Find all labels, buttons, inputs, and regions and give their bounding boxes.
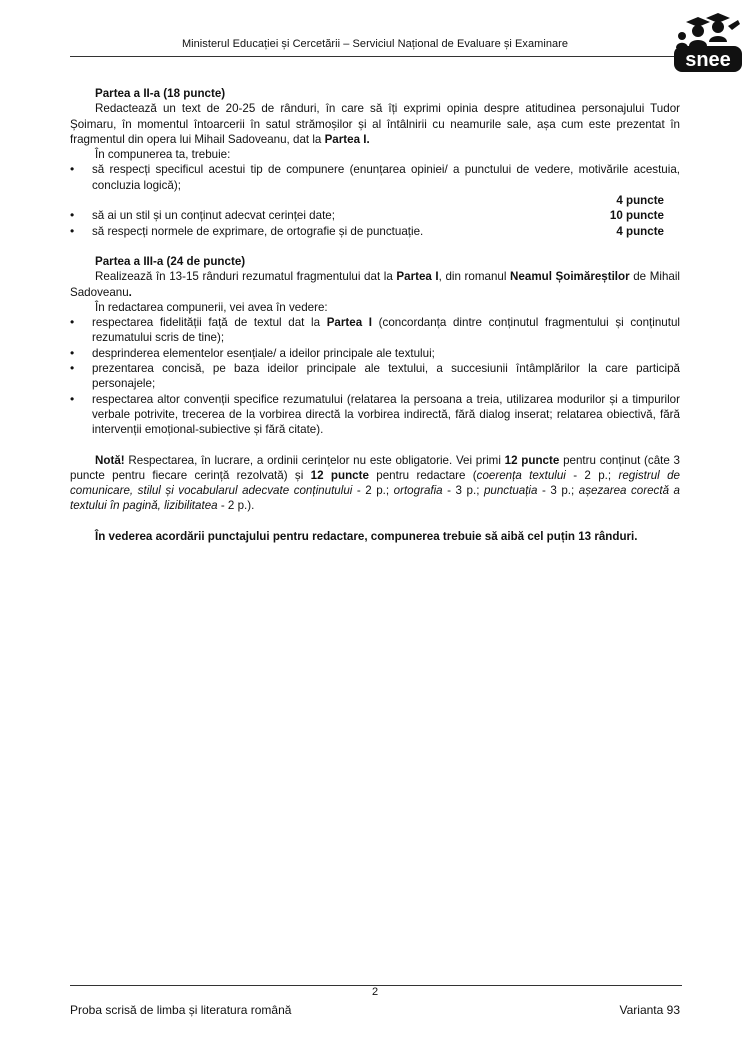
main-content	[70, 86, 680, 544]
list-item: • să ai un stil și un conținut adecvat cerinței date; 10 puncte	[70, 208, 680, 223]
list-item: • desprinderea elementelor esențiale/ a ideilor principale ale textului;	[70, 346, 680, 361]
list-item: • să respecți normele de exprimare, de ortografie și de punctuație. 4 puncte	[70, 224, 680, 239]
page-number: 2	[371, 986, 379, 998]
part2-title: Partea a II-a (18 puncte)	[95, 87, 226, 100]
page-header: Ministerul Educației și Cercetării – Serviciul Național de Evaluare și Examinare	[181, 38, 569, 50]
logo-text: snee	[685, 49, 731, 71]
part3-lead: În redactarea compunerii, vei avea în vedere:	[95, 300, 328, 314]
footer-variant: Varianta 93	[619, 1003, 680, 1017]
snee-logo	[672, 12, 744, 74]
list-item: • respectarea fidelității față de textul dat la Partea I (concordanța dintre conținutul fragmentului și conținutul rezumatului scris de tine);	[70, 315, 680, 346]
footer-exam-name: Proba scrisă de limba și literatura română	[70, 1003, 292, 1017]
points-value: 10 puncte	[609, 209, 664, 223]
part3-intro: Realizează în 13-15 rânduri rezumatul fragmentului dat la Partea I, din romanul Neamul Șoimăreștilor de Mihail Sadoveanu.	[70, 270, 680, 299]
points-value: 4 puncte	[616, 194, 664, 208]
list-item: • prezentarea concisă, pe baza ideilor principale ale textului, a succesiunii întâmplărilor la care participă personajele;	[70, 361, 680, 392]
part2-lead: În compunerea ta, trebuie:	[95, 148, 231, 162]
part3-title: Partea a III-a (24 de puncte)	[95, 254, 246, 268]
list-item: • respectarea altor convenții specifice rezumatului (relatarea la persoana a treia, utilizarea modurilor și a timpurilor verbale potrivite, trecerea de la vorbirea directă la vorbirea indirectă, fără dialog inserat; relatarea obiectivă, fără intervenții emoțional-subiective și fără citate).	[70, 392, 680, 438]
part2-intro: Redactează un text de 20-25 de rânduri, în care să îți exprimi opinia despre atitudinea personajului Tudor Șoimaru, în momentul întoarcerii în satul strămoșilor și al întâlnirii cu neamurile sale, așa cum este prezentat în fragmentul din opera lui Mihail Sadoveanu, dat la Partea I.	[70, 102, 680, 146]
list-item: • să respecți specificul acestui tip de compunere (enunțarea opiniei/ a punctului de vedere, motivările acestuia, concluzia logică); 4 puncte	[70, 162, 680, 208]
header-divider	[70, 56, 682, 57]
part2-requirements	[70, 162, 680, 238]
part3-requirements	[70, 315, 680, 437]
final-note: În vederea acordării punctajului pentru redactare, compunerea trebuie să aibă cel puțin 13 rânduri.	[95, 529, 638, 543]
note-paragraph: Notă! Respectarea, în lucrare, a ordinii cerințelor nu este obligatorie. Vei primi 12 puncte pentru conținut (câte 3 puncte pentru fiecare cerință rezolvată) și 12 puncte pentru redactare (coerența textului - 2 p.; registrul de comunicare, stilul și vocabularul adecvate conținutului - 2 p.; ortografia - 3 p.; punctuația - 3 p.; așezarea corectă a textului în pagină, lizibilitatea - 2 p.).	[70, 453, 681, 513]
points-value: 4 puncte	[616, 224, 664, 238]
